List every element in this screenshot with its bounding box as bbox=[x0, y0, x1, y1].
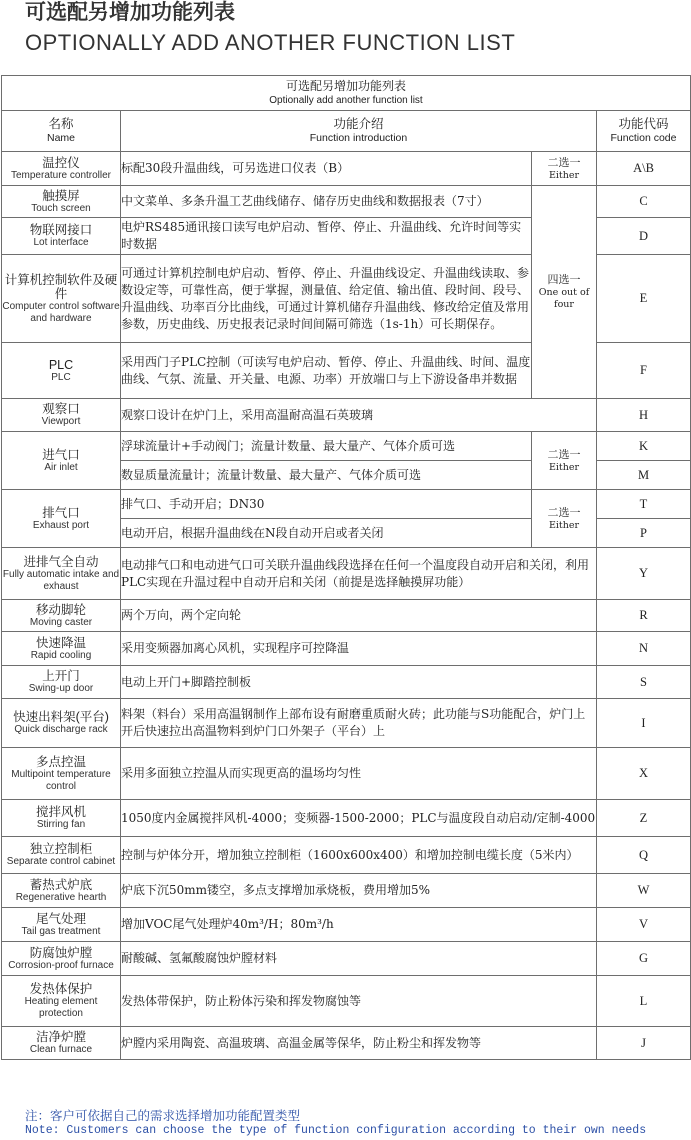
row-description: 控制与炉体分开，增加独立控制柜（1600x600x400）和增加控制电缆长度（5米内） bbox=[121, 837, 597, 874]
choice-label-zh: 二选一 bbox=[547, 155, 581, 169]
row-code: P bbox=[597, 519, 691, 548]
table-row bbox=[2, 399, 691, 432]
row-description: 采用西门子PLC控制（可读写电炉启动、暂停、停止、升温曲线、时间、温度曲线、气氛、流量、开关量、电源、功率）开放端口与上下游设备串并数据 bbox=[121, 343, 532, 399]
row-name bbox=[2, 186, 121, 218]
row-name-zh: 观察口 bbox=[42, 402, 80, 416]
table-row bbox=[2, 600, 691, 632]
row-name-zh: PLC bbox=[48, 357, 74, 372]
table-title-en: Optionally add another function list bbox=[269, 95, 423, 106]
choice-label-zh: 二选一 bbox=[547, 505, 581, 519]
row-code: S bbox=[597, 666, 691, 699]
table-title bbox=[2, 76, 691, 111]
row-name-zh: 温控仪 bbox=[42, 155, 80, 170]
row-description: 中文菜单、多条升温工艺曲线储存、储存历史曲线和数据报表（7寸） bbox=[121, 186, 532, 218]
choice-label-zh: 二选一 bbox=[547, 447, 581, 461]
header-row bbox=[2, 111, 691, 152]
row-name-en: Rapid cooling bbox=[30, 649, 92, 661]
row-name-zh: 触摸屏 bbox=[42, 188, 80, 203]
row-name-en: Swing-up door bbox=[28, 683, 94, 694]
choice-cell bbox=[532, 186, 597, 399]
row-name-zh: 进气口 bbox=[42, 447, 80, 462]
table-row bbox=[2, 432, 691, 461]
row-description: 采用变频器加离心风机，实现程序可控降温 bbox=[121, 632, 597, 666]
table-row bbox=[2, 490, 691, 519]
row-name bbox=[2, 748, 121, 800]
row-name-zh: 排气口 bbox=[42, 505, 80, 520]
table-row bbox=[2, 837, 691, 874]
row-description: 可通过计算机控制电炉启动、暂停、停止、升温曲线设定、升温曲线读取、参数设定等，可靠性高，便于掌握，测量值、给定值、输出值、段时间、段号、升温曲线、功率百分比曲线，可通过计算机储存升温曲线、修改给定值及常用参数，历史曲线、历史报表记录时间间隔可筛选（1s-1h）可长期保存。 bbox=[121, 255, 532, 343]
row-description: 标配30段升温曲线，可另选进口仪表（B） bbox=[121, 152, 532, 186]
row-name bbox=[2, 600, 121, 632]
header-code bbox=[597, 111, 691, 152]
row-description: 料架（料台）采用高温钢制作上部布设有耐磨重质耐火砖；此功能与S功能配合，炉门上开后快速拉出高温物料到炉门口外架子（平台）上 bbox=[121, 699, 597, 748]
table-row bbox=[2, 152, 691, 186]
row-description: 增加VOC尾气处理炉40m³/H；80m³/h bbox=[121, 908, 597, 942]
row-name-zh: 防腐蚀炉膛 bbox=[29, 945, 93, 960]
row-name-en: Viewport bbox=[41, 416, 81, 427]
row-name-en: Quick discharge rack bbox=[14, 724, 108, 735]
table-row bbox=[2, 632, 691, 666]
row-description: 排气口、手动开启；DN30 bbox=[121, 490, 532, 519]
row-name-zh: 快速出料架(平台) bbox=[13, 710, 109, 724]
choice-cell bbox=[532, 490, 597, 548]
row-name-en: Temperature controller bbox=[10, 169, 112, 181]
table-row bbox=[2, 699, 691, 748]
row-description: 数显质量流量计；流量计数量、最大量产、气体介质可选 bbox=[121, 461, 532, 490]
table-title-zh: 可选配另增加功能列表 bbox=[285, 79, 406, 93]
table-row bbox=[2, 942, 691, 976]
row-description: 电炉RS485通讯接口读写电炉启动、暂停、停止、升温曲线、允许时间等实时数据 bbox=[121, 218, 532, 255]
row-code: V bbox=[597, 908, 691, 942]
table-row bbox=[2, 1027, 691, 1060]
row-name bbox=[2, 699, 121, 748]
row-name-zh: 上开门 bbox=[42, 669, 80, 683]
row-description: 1050度内金属搅拌风机-4000；变频器-1500-2000；PLC与温度段自动启动/定制-4000 bbox=[121, 800, 597, 837]
row-name-zh: 物联网接口 bbox=[29, 223, 93, 237]
header-intro bbox=[121, 111, 597, 152]
row-name bbox=[2, 548, 121, 600]
row-name-zh: 搅拌风机 bbox=[35, 805, 86, 819]
row-code: Z bbox=[597, 800, 691, 837]
row-name-en: Separate control cabinet bbox=[6, 856, 116, 867]
row-code: I bbox=[597, 699, 691, 748]
row-name bbox=[2, 432, 121, 490]
row-name-en: Lot interface bbox=[33, 237, 89, 248]
row-name-zh: 独立控制柜 bbox=[29, 842, 93, 856]
table-row bbox=[2, 186, 691, 218]
row-name-zh: 移动脚轮 bbox=[35, 602, 86, 617]
heading-title-en: OPTIONALLY ADD ANOTHER FUNCTION LIST bbox=[25, 30, 516, 55]
row-code: M bbox=[597, 461, 691, 490]
choice-label-en: Either bbox=[548, 461, 580, 473]
row-name-en: Moving caster bbox=[29, 616, 93, 628]
row-description: 耐酸碱、氢氟酸腐蚀炉膛材料 bbox=[121, 942, 597, 976]
row-name bbox=[2, 1027, 121, 1060]
header-intro-en: Function introduction bbox=[309, 132, 408, 144]
row-code: G bbox=[597, 942, 691, 976]
row-name-en: Exhaust port bbox=[32, 519, 90, 531]
row-description: 电动上开门+脚踏控制板 bbox=[121, 666, 597, 699]
row-name-zh: 进排气全自动 bbox=[23, 554, 99, 569]
header-name-en: Name bbox=[46, 132, 75, 144]
row-description: 采用多面独立控温从而实现更高的温场均匀性 bbox=[121, 748, 597, 800]
row-description: 炉底下沉50mm镂空，多点支撑增加承烧板，费用增加5% bbox=[121, 874, 597, 908]
choice-label-zh: 四选一 bbox=[547, 273, 581, 286]
row-code: E bbox=[597, 255, 691, 343]
row-description: 两个万向，两个定向轮 bbox=[121, 600, 597, 632]
row-name-en: Heating element protection bbox=[24, 996, 98, 1019]
row-code: A\B bbox=[597, 152, 691, 186]
row-name-zh: 发热体保护 bbox=[29, 982, 93, 996]
header-code-en: Function code bbox=[610, 132, 677, 144]
choice-cell bbox=[532, 432, 597, 490]
row-code: Y bbox=[597, 548, 691, 600]
row-description: 炉膛内采用陶瓷、高温玻璃、高温金属等保华，防止粉尘和挥发物等 bbox=[121, 1027, 597, 1060]
header-code-zh: 功能代码 bbox=[618, 117, 669, 131]
choice-cell bbox=[532, 152, 597, 186]
row-name bbox=[2, 800, 121, 837]
row-code: Q bbox=[597, 837, 691, 874]
row-name-en: PLC bbox=[51, 371, 71, 383]
row-name bbox=[2, 399, 121, 432]
row-code: H bbox=[597, 399, 691, 432]
table-row bbox=[2, 800, 691, 837]
row-name-en: Clean furnace bbox=[29, 1044, 93, 1055]
row-name bbox=[2, 837, 121, 874]
row-name-zh: 计算机控制软件及硬件 bbox=[4, 272, 118, 301]
row-name-en: Touch screen bbox=[31, 202, 91, 214]
row-description: 电动开启，根据升温曲线在N段自动开启或者关闭 bbox=[121, 519, 532, 548]
table-row bbox=[2, 874, 691, 908]
row-code: N bbox=[597, 632, 691, 666]
row-code: L bbox=[597, 976, 691, 1027]
row-name bbox=[2, 255, 121, 343]
row-code: W bbox=[597, 874, 691, 908]
row-name-zh: 蓄热式炉底 bbox=[29, 877, 93, 892]
header-name-zh: 名称 bbox=[48, 117, 74, 131]
header-intro-zh: 功能介绍 bbox=[333, 117, 384, 131]
page-heading bbox=[25, 0, 515, 58]
row-name bbox=[2, 976, 121, 1027]
row-name bbox=[2, 666, 121, 699]
row-name-en: Multipoint temperature control bbox=[11, 768, 111, 792]
row-name-en: Computer control software and hardware bbox=[2, 300, 120, 324]
row-code: R bbox=[597, 600, 691, 632]
choice-label-en: One out of four bbox=[538, 287, 590, 310]
row-name-zh: 快速降温 bbox=[35, 635, 86, 650]
table-row bbox=[2, 548, 691, 600]
choice-label-en: Either bbox=[548, 169, 580, 181]
row-code: J bbox=[597, 1027, 691, 1060]
row-name-zh: 洁净炉膛 bbox=[35, 1030, 86, 1044]
choice-label-en: Either bbox=[548, 519, 580, 531]
row-description: 浮球流量计+手动阀门；流量计数量、最大量产、气体介质可选 bbox=[121, 432, 532, 461]
row-name-en: Regenerative hearth bbox=[15, 891, 107, 903]
row-name-en: Stirring fan bbox=[36, 819, 86, 830]
row-name bbox=[2, 343, 121, 399]
row-code: D bbox=[597, 218, 691, 255]
row-name-en: Fully automatic intake and exhaust bbox=[2, 568, 120, 592]
row-name-en: Tail gas treatment bbox=[21, 925, 101, 937]
row-name-en: Corrosion-proof furnace bbox=[8, 959, 114, 971]
row-code: T bbox=[597, 490, 691, 519]
row-code: C bbox=[597, 186, 691, 218]
table-row bbox=[2, 908, 691, 942]
row-name bbox=[2, 908, 121, 942]
row-name bbox=[2, 152, 121, 186]
function-table bbox=[1, 75, 691, 1060]
row-name bbox=[2, 632, 121, 666]
row-description: 电动排气口和电动进气口可关联升温曲线段选择在任何一个温度段自动开启和关闭，利用PLC实现在升温过程中自动开启和关闭（前提是选择触摸屏功能） bbox=[121, 548, 597, 600]
row-name bbox=[2, 874, 121, 908]
table-row bbox=[2, 976, 691, 1027]
row-code: X bbox=[597, 748, 691, 800]
row-description: 发热体带保护，防止粉体污染和挥发物腐蚀等 bbox=[121, 976, 597, 1027]
row-name-zh: 尾气处理 bbox=[35, 911, 86, 926]
row-name bbox=[2, 942, 121, 976]
row-name bbox=[2, 490, 121, 548]
header-name bbox=[2, 111, 121, 152]
table-title-row bbox=[2, 76, 691, 111]
footnote-zh: 注：客户可依据自己的需求选择增加功能配置类型 bbox=[25, 1108, 301, 1123]
row-name bbox=[2, 218, 121, 255]
row-code: K bbox=[597, 432, 691, 461]
table-row bbox=[2, 666, 691, 699]
footnote bbox=[25, 1108, 646, 1138]
footnote-en: Note: Customers can choose the type of function configuration according to their own needs bbox=[25, 1124, 647, 1137]
table-row bbox=[2, 748, 691, 800]
row-name-en: Air inlet bbox=[44, 461, 78, 473]
row-code: F bbox=[597, 343, 691, 399]
row-name-zh: 多点控温 bbox=[35, 754, 86, 769]
heading-title-zh: 可选配另增加功能列表 bbox=[25, 1, 235, 24]
row-description: 观察口设计在炉门上，采用高温耐高温石英玻璃 bbox=[121, 399, 597, 432]
